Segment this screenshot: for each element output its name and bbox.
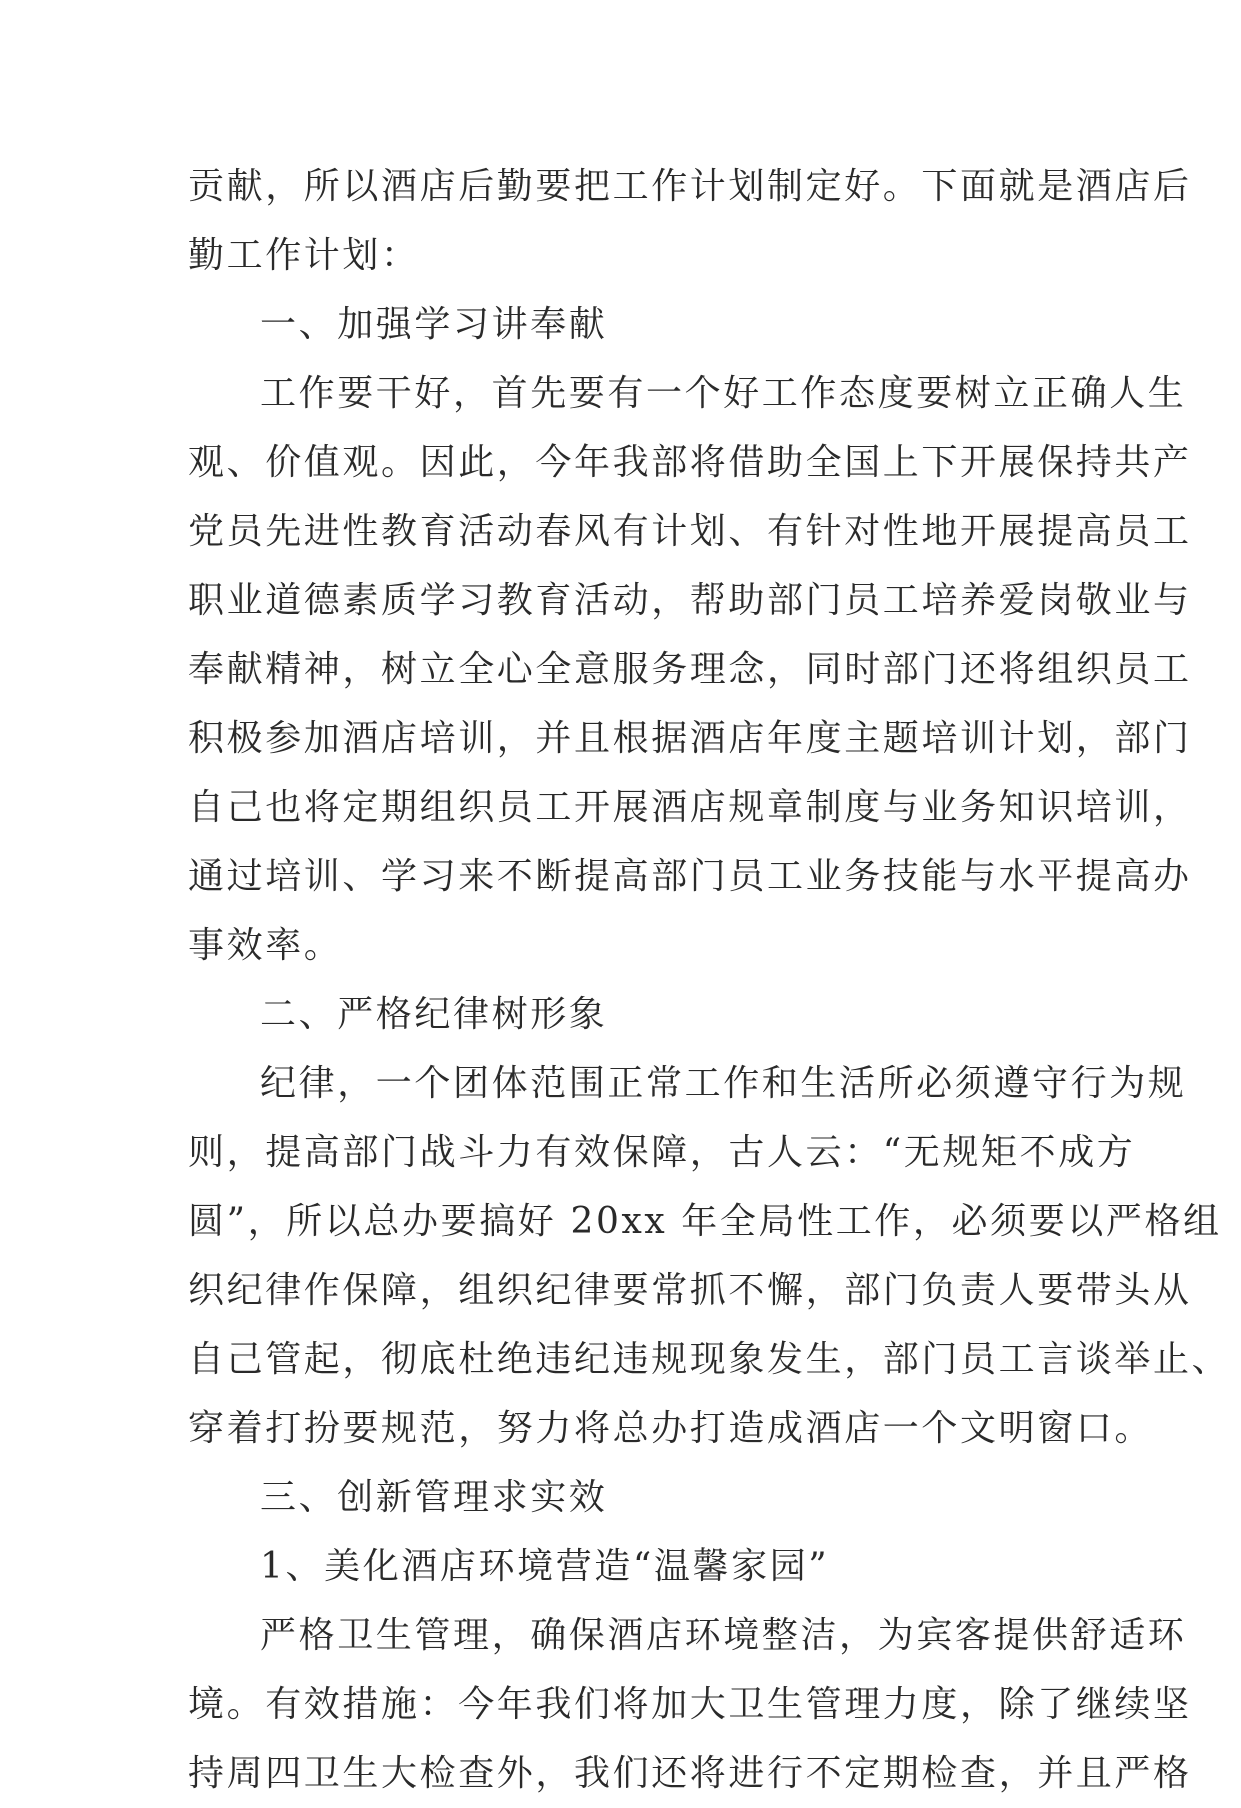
section-heading: 二、严格纪律树形象	[260, 994, 608, 1035]
section-heading: 三、创新管理求实效	[260, 1477, 608, 1518]
text-line: 通过培训、学习来不断提高部门员工业务技能与水平提高办	[188, 856, 1192, 897]
text-line: 织纪律作保障，组织纪律要常抓不懈，部门负责人要带头从	[188, 1270, 1192, 1311]
section-heading: 一、加强学习讲奉献	[260, 304, 608, 345]
body-text	[188, 152, 1231, 1808]
text-line: 自己管起，彻底杜绝违纪违规现象发生，部门员工言谈举止、	[188, 1339, 1231, 1380]
text-line: 自己也将定期组织员工开展酒店规章制度与业务知识培训，	[188, 787, 1192, 828]
paragraph-start: 工作要干好，首先要有一个好工作态度要树立正确人生	[260, 373, 1187, 414]
subsection-heading: 1、美化酒店环境营造“温馨家园”	[260, 1546, 830, 1587]
text-line: 积极参加酒店培训，并且根据酒店年度主题培训计划，部门	[188, 718, 1192, 759]
text-line: 职业道德素质学习教育活动，帮助部门员工培养爱岗敬业与	[188, 580, 1192, 621]
paragraph-start: 纪律，一个团体范围正常工作和生活所必须遵守行为规	[260, 1063, 1187, 1104]
text-line: 境。有效措施：今年我们将加大卫生管理力度，除了继续坚	[188, 1684, 1192, 1725]
text-line: 贡献，所以酒店后勤要把工作计划制定好。下面就是酒店后	[188, 166, 1192, 207]
text-line: 事效率。	[188, 925, 343, 966]
text-line: 观、价值观。因此，今年我部将借助全国上下开展保持共产	[188, 442, 1192, 483]
text-line: 勤工作计划：	[188, 235, 420, 276]
text-line: 则，提高部门战斗力有效保障，古人云：“无规矩不成方	[188, 1132, 1136, 1173]
paragraph-start: 严格卫生管理，确保酒店环境整洁，为宾客提供舒适环	[260, 1615, 1187, 1656]
text-line: 奉献精神，树立全心全意服务理念，同时部门还将组织员工	[188, 649, 1192, 690]
text-line: 圆”，所以总办要搞好 20xx 年全局性工作，必须要以严格组	[188, 1201, 1222, 1242]
text-line: 党员先进性教育活动春风有计划、有针对性地开展提高员工	[188, 511, 1192, 552]
text-line: 持周四卫生大检查外，我们还将进行不定期检查，并且严格	[188, 1753, 1192, 1794]
text-line: 穿着打扮要规范，努力将总办打造成酒店一个文明窗口。	[188, 1408, 1154, 1449]
